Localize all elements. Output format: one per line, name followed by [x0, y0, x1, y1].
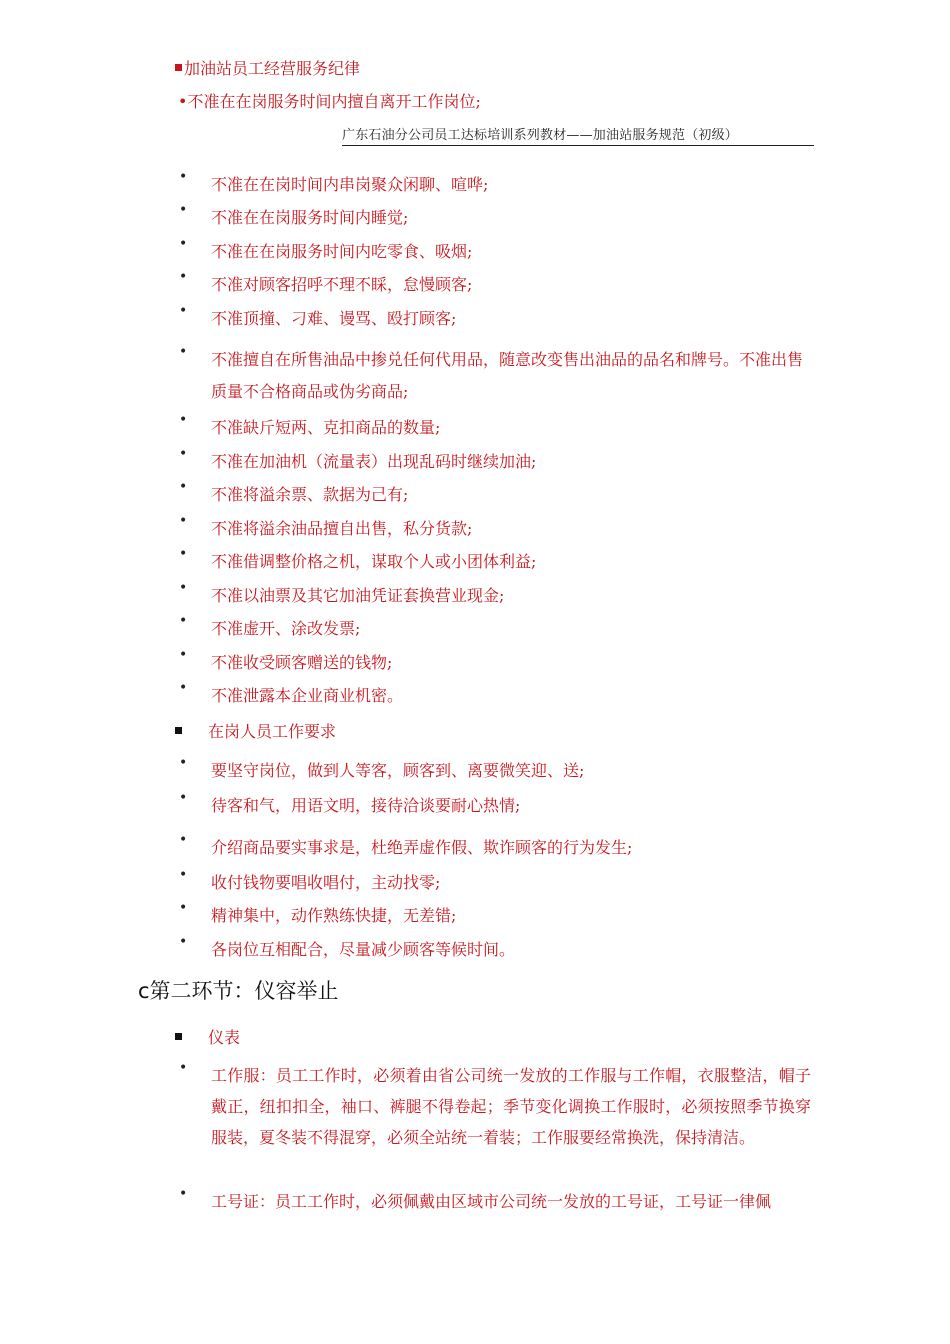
list-item-text: 不准顶撞、刁难、谩骂、殴打顾客; [211, 309, 457, 328]
list-item-text: 要坚守岗位，做到人等客，顾客到、离要微笑迎、送; [211, 761, 585, 780]
list-item-text: 精神集中，动作熟练快捷，无差错; [211, 906, 457, 925]
list-item [179, 613, 819, 645]
list-item [179, 202, 819, 234]
bullet-icon: • [179, 934, 188, 950]
list-item-text: 不准缺斤短两、克扣商品的数量; [211, 418, 441, 437]
bullet-icon: • [179, 446, 188, 462]
list-item [179, 1060, 819, 1185]
rule-long-text: 不准擅自在所售油品中掺兑任何代用品，随意改变售出油品的品名和牌号。不准出售质量不合格商品或伪劣商品; [211, 350, 804, 401]
list-item-text: 不准在加油机（流量表）出现乱码时继续加油; [211, 452, 537, 471]
section-heading: c第二环节：仪容举止 [138, 979, 339, 1003]
bullet-icon: • [179, 479, 188, 495]
list-item-text: 不准将溢余油品擅自出售，私分货款; [211, 519, 473, 538]
section-appearance: 仪表 [175, 1025, 240, 1048]
bullet-icon: • [179, 236, 188, 252]
list-item [179, 832, 819, 864]
list-item-text: 介绍商品要实事求是，杜绝弄虚作假、欺诈顾客的行为发生; [211, 838, 633, 857]
list-item [179, 513, 819, 545]
bullet-icon: • [179, 580, 188, 596]
bullet-icon: • [179, 867, 188, 883]
list-item-text: 各岗位互相配合，尽量减少顾客等候时间。 [211, 940, 516, 959]
bullet-icon: • [179, 680, 188, 696]
list-item [179, 790, 819, 822]
list-item [179, 755, 819, 787]
bullet-icon: • [179, 513, 188, 529]
list-item [179, 344, 819, 414]
list-item [179, 1186, 819, 1218]
bullet-icon: • [179, 790, 188, 806]
list-item [179, 412, 819, 444]
list-item [179, 269, 819, 301]
bullet-icon: • [179, 832, 188, 848]
list-item [179, 303, 819, 335]
section-work-requirements: 在岗人员工作要求 [175, 719, 336, 742]
first-rule: •不准在在岗服务时间内擅自离开工作岗位; [178, 92, 481, 111]
discipline-title: 加油站员工经营服务纪律 [175, 56, 360, 79]
list-item-text: 不准泄露本企业商业机密。 [211, 686, 404, 705]
appearance-badge-text: 工号证：员工工作时，必须佩戴由区域市公司统一发放的工号证，工号证一律佩 [211, 1192, 772, 1211]
square-bullet-icon [175, 727, 182, 734]
list-item-text: 不准借调整价格之机，谋取个人或小团体利益; [211, 552, 537, 571]
bullet-icon: • [179, 613, 188, 629]
bullet-icon: • [179, 303, 188, 319]
bullet-icon: • [179, 169, 188, 185]
bullet-icon: • [179, 900, 188, 916]
list-item [179, 867, 819, 899]
bullet-icon: • [179, 755, 188, 771]
list-item [179, 934, 819, 966]
list-item [179, 580, 819, 612]
list-item-text: 不准将溢余票、款据为己有; [211, 485, 409, 504]
bullet-icon: • [179, 1060, 188, 1076]
appearance-uniform-text: 工作服：员工工作时，必须着由省公司统一发放的工作服与工作帽，衣服整洁，帽子戴正，纽扣扣全，袖口、裤腿不得卷起；季节变化调换工作服时，必须按照季节换穿服装，夏冬装不得混穿，必须全站统一着装；工作服要经常换洗，保持清洁。 [211, 1066, 811, 1147]
list-item [179, 446, 819, 478]
list-item [179, 647, 819, 679]
running-header: 广东石油分公司员工达标培训系列教材——加油站服务规范（初级） [342, 124, 814, 146]
bullet-icon: • [179, 344, 188, 360]
bullet-icon: • [179, 546, 188, 562]
list-item [179, 479, 819, 511]
list-item-text: 不准在在岗时间内串岗聚众闲聊、喧哗; [211, 175, 489, 194]
list-item-text: 不准在在岗服务时间内睡觉; [211, 208, 409, 227]
list-item [179, 546, 819, 578]
list-item-text: 不准虚开、涂改发票; [211, 619, 361, 638]
list-item-text: 不准在在岗服务时间内吃零食、吸烟; [211, 242, 473, 261]
bullet-icon: • [179, 202, 188, 218]
list-item-text: 不准以油票及其它加油凭证套换营业现金; [211, 586, 505, 605]
bullet-icon: • [179, 1186, 188, 1202]
list-item [179, 169, 819, 201]
list-item [179, 900, 819, 932]
bullet-icon: • [179, 412, 188, 428]
list-item-text: 不准收受顾客赠送的钱物; [211, 653, 393, 672]
list-item-text: 待客和气，用语文明，接待洽谈要耐心热情; [211, 796, 521, 815]
list-item [179, 680, 819, 712]
list-item-text: 不准对顾客招呼不理不睬，怠慢顾客; [211, 275, 473, 294]
square-bullet-icon [175, 64, 182, 71]
list-item [179, 236, 819, 268]
square-bullet-icon [175, 1033, 182, 1040]
bullet-icon: • [179, 269, 188, 285]
bullet-icon: • [179, 647, 188, 663]
list-item-text: 收付钱物要唱收唱付，主动找零; [211, 873, 441, 892]
